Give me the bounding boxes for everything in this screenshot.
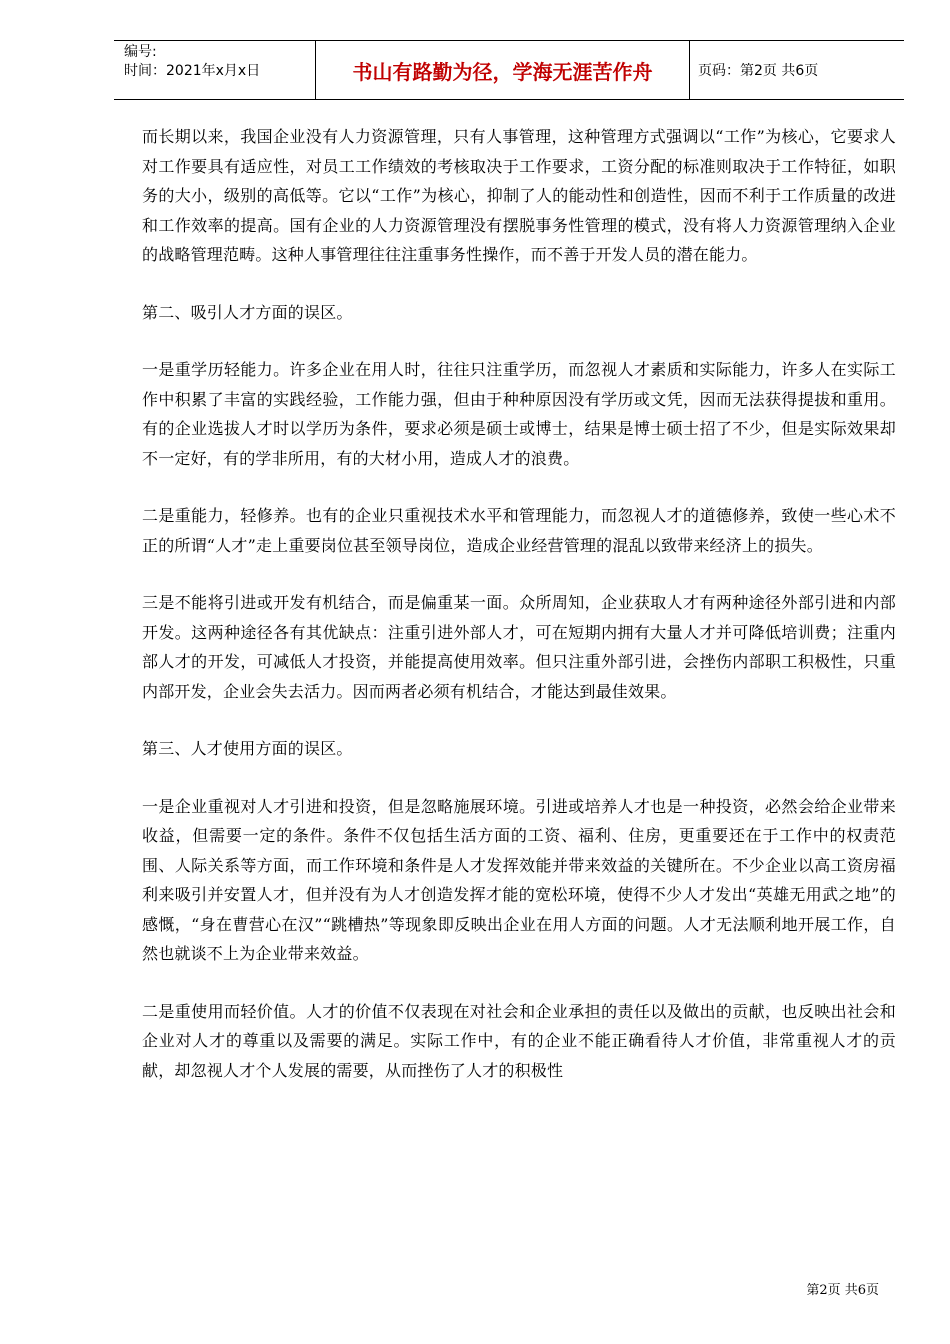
section-heading: 第二、吸引人才方面的误区。	[142, 302, 353, 322]
serial-label: 编号:	[124, 44, 157, 60]
paragraph: 二是重使用而轻价值。人才的价值不仅表现在对社会和企业承担的责任以及做出的贡献，也反映出社会和企业对人才的尊重以及需要的满足。实际工作中，有的企业不能正确看待人才价值，非常重视人才的贡献，却忽视人才个人发展的需要，从而挫伤了人才的积极性	[142, 1001, 896, 1080]
paragraph: 三是不能将引进或开发有机结合，而是偏重某一面。众所周知，企业获取人才有两种途径外部引进和内部开发。这两种途径各有其优缺点：注重引进外部人才，可在短期内拥有大量人才并可降低培训费；注重内部人才的开发，可减低人才投资，并能提高使用效率。但只注重外部引进，会挫伤内部职工积极性，只重内部开发，企业会失去活力。因而两者必须有机结合，才能达到最佳效果。	[142, 593, 896, 701]
header-meta	[114, 41, 316, 99]
paragraph: 一是重学历轻能力。许多企业在用人时，往往只注重学历，而忽视人才素质和实际能力，许多人在实际工作中积累了丰富的实践经验，工作能力强，但由于种种原因没有学历或文凭，因而无法获得提拔和重用。有的企业选拔人才时以学历为条件，要求必须是硕士或博士，结果是博士硕士招了不少，但是实际效果却不一定好，有的学非所用，有的大材小用，造成人才的浪费。	[142, 360, 896, 468]
paragraph: 一是企业重视对人才引进和投资，但是忽略施展环境。引进或培养人才也是一种投资，必然会给企业带来收益，但需要一定的条件。条件不仅包括生活方面的工资、福利、住房，更重要还在于工作中的权责范围、人际关系等方面，而工作环境和条件是人才发挥效能并带来效益的关键所在。不少企业以高工资房福利来吸引并安置人才，但并没有为人才创造发挥才能的宽松环境，使得不少人才发出“英雄无用武之地”的感慨，“身在曹营心在汉”“跳槽热”等现象即反映出企业在用人方面的问题。人才无法顺利地开展工作，自然也就谈不上为企业带来效益。	[142, 796, 896, 963]
section-heading: 第三、人才使用方面的误区。	[142, 739, 353, 758]
header-page-info: 页码：第2页 共6页	[698, 63, 819, 79]
page-footer: 第2页 共6页	[806, 1283, 879, 1298]
document-body	[142, 122, 896, 1113]
time-label: 时间：2021年x月x日	[124, 63, 261, 79]
paragraph: 二是重能力，轻修养。也有的企业只重视技术水平和管理能力，而忽视人才的道德修养，致使一些心术不正的所谓“人才”走上重要岗位甚至领导岗位，造成企业经营管理的混乱以致带来经济上的损失。	[142, 506, 896, 555]
page-header	[114, 40, 904, 100]
paragraph: 而长期以来，我国企业没有人力资源管理，只有人事管理，这种管理方式强调以“工作”为核心，它要求人对工作要具有适应性，对员工工作绩效的考核取决于工作要求，工资分配的标准则取决于工作特征，如职务的大小，级别的高低等。它以“工作”为核心，抑制了人的能动性和创造性，因而不利于工作质量的改进和工作效率的提高。国有企业的人力资源管理没有摆脱事务性管理的模式，没有将人力资源管理纳入企业的战略管理范畴。这种人事管理往往注重事务性操作，而不善于开发人员的潜在能力。	[142, 127, 896, 264]
header-motto: 书山有路勤为径，学海无涯苦作舟	[316, 41, 690, 99]
